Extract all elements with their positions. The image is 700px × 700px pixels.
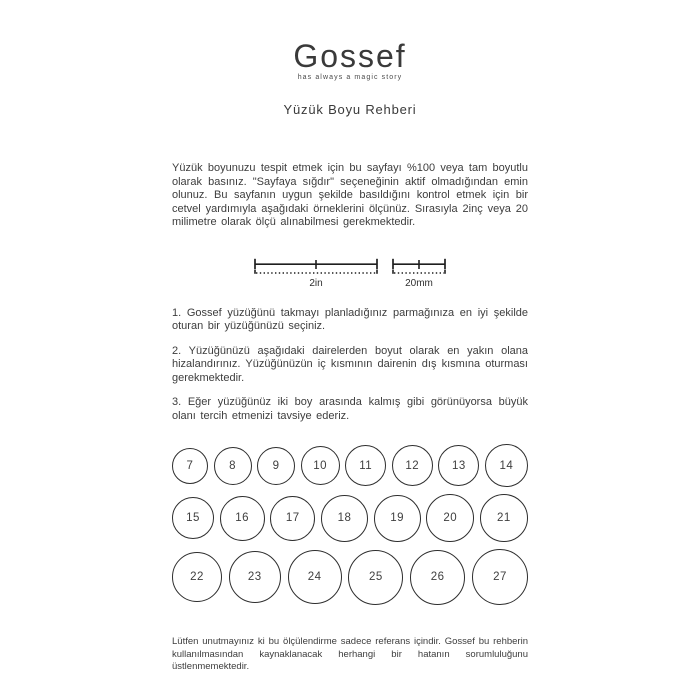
- ring-size-label: 13: [451, 459, 466, 472]
- instruction-2: 2. Yüzüğünüzü aşağıdaki dairelerden boyut olarak en yakın olana hizalandırınız. Yüzüğünüzün iç kısmının dairenin dış kısmına oturması gerekmektedir.: [172, 344, 528, 384]
- ring-circle-11: [345, 445, 386, 486]
- ring-size-label: 26: [430, 571, 445, 583]
- ring-circle-25: [348, 550, 403, 605]
- ring-size-label: 22: [190, 571, 204, 583]
- ring-size-label: 24: [307, 571, 322, 583]
- brand-logo: Gossef: [293, 38, 407, 74]
- ring-circle-10: [301, 446, 340, 485]
- ring-size-label: 23: [247, 571, 262, 583]
- ring-size-label: 21: [497, 512, 511, 524]
- ring-circle-8: [214, 447, 252, 485]
- content-column: [172, 0, 528, 674]
- ring-size-label: 16: [235, 512, 250, 524]
- ring-circle-27: [472, 549, 528, 605]
- ring-size-label: 25: [368, 571, 383, 583]
- ring-size-label: 9: [272, 459, 280, 472]
- ring-circle-14: [485, 444, 528, 487]
- ring-size-label: 15: [186, 512, 200, 524]
- ring-circle-16: [220, 496, 265, 541]
- ring-row: [172, 494, 528, 542]
- ring-circle-24: [288, 550, 342, 604]
- ring-size-label: 18: [337, 512, 352, 524]
- ring-size-label: 14: [499, 459, 514, 472]
- ring-circle-19: [374, 495, 421, 542]
- ring-circle-23: [229, 551, 281, 603]
- ring-size-label: 8: [229, 459, 237, 472]
- ring-circle-7: [172, 448, 208, 484]
- ruler-2in-icon: [254, 258, 378, 276]
- instruction-3: 3. Eğer yüzüğünüz iki boy arasında kalmış gibi görünüyorsa büyük olanı tercih etmenizi tavsiye ederiz.: [172, 396, 528, 422]
- page-title: Yüzük Boyu Rehberi: [283, 102, 417, 117]
- ruler-2in: [254, 258, 378, 289]
- brand-tagline: has always a magic story: [297, 74, 403, 81]
- ruler-20mm-icon: [392, 258, 446, 276]
- ring-size-label: 19: [390, 512, 405, 524]
- brand-header: [172, 40, 528, 81]
- ring-size-grid: [172, 444, 528, 605]
- intro-paragraph: Yüzük boyunuzu tespit etmek için bu sayfayı %100 veya tam boyutlu olarak basınız. "Sayfaya sığdır" seçeneğinin aktif olmadığından emin olunuz. Bu sayfanın uygun şekilde basıldığını kontrol etmek için bir cetvel yardımıyla aşağıdaki örneklerini ölçünüz. Sırasıyla 2inç veya 20 milimetre olarak ölçü alınabilmesi gerekmektedir.: [172, 162, 528, 228]
- ruler-20mm-label: 20mm: [405, 277, 433, 289]
- ring-circle-12: [392, 445, 433, 486]
- ring-size-label: 7: [186, 459, 194, 472]
- instruction-1: 1. Gossef yüzüğünü takmayı planladığınız parmağınıza en iyi şekilde oturan bir yüzüğünüzü seçiniz.: [172, 306, 528, 332]
- ring-circle-13: [438, 445, 479, 486]
- ring-size-label: 10: [313, 459, 328, 472]
- ring-circle-18: [321, 495, 368, 542]
- ring-circle-26: [410, 550, 465, 605]
- footer-disclaimer: Lütfen unutmayınız ki bu ölçülendirme sadece referans içindir. Gossef bu rehberin kullanılmasından kaynaklanacak herhangi bir hatanın sorumluluğunu üstlenmemektedir.: [172, 636, 528, 672]
- ruler-2in-label: 2in: [309, 277, 323, 289]
- ring-row: [172, 444, 528, 487]
- ring-circle-15: [172, 497, 214, 539]
- ring-size-label: 12: [405, 459, 420, 472]
- ring-size-label: 20: [443, 512, 458, 524]
- ring-size-label: 17: [285, 512, 300, 524]
- ring-circle-22: [172, 552, 222, 602]
- ring-circle-9: [257, 447, 295, 485]
- ring-circle-17: [270, 496, 315, 541]
- ring-row: [172, 549, 528, 605]
- calibration-rulers: [172, 258, 528, 289]
- ring-size-label: 11: [359, 459, 373, 472]
- ring-size-label: 27: [493, 571, 507, 583]
- ring-circle-20: [426, 494, 474, 542]
- ruler-20mm: [392, 258, 446, 289]
- ring-circle-21: [480, 494, 528, 542]
